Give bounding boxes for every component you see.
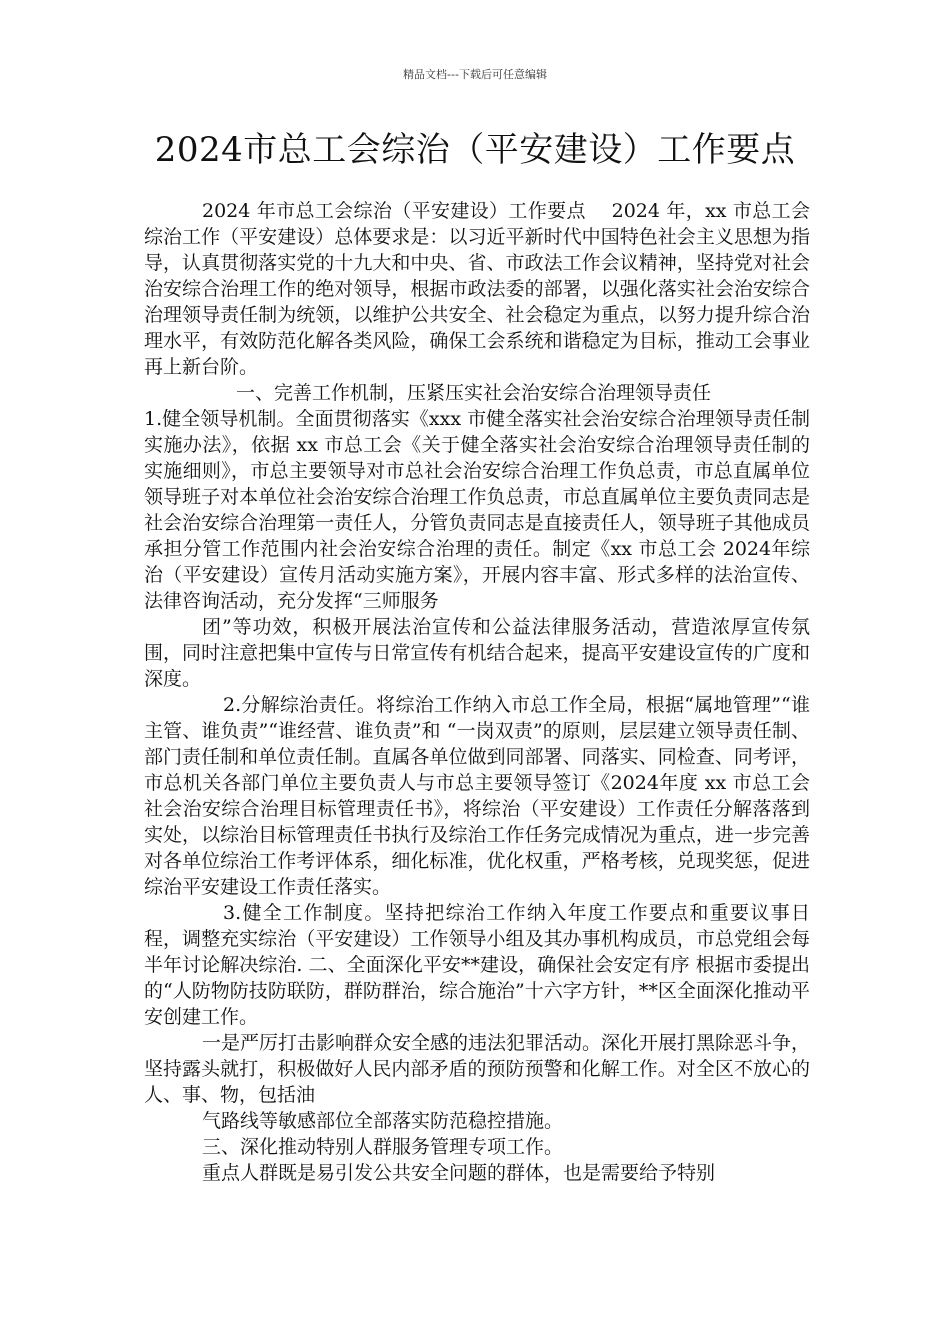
paragraph-item-3: 3.健全工作制度。坚持把综治工作纳入年度工作要点和重要议事日程，调整充实综治（平安建设）工作领导小组及其办事机构成员，市总党组会每半年讨论解决综治. 二、全面深化平安**建设，确保社会安定有序 根据市委提出的“人防物防技防联防，群防群治，综合施治”十六字方针，**区全面深化推动平安创建工作。 <box>144 902 810 1028</box>
section-heading-3: 三、深化推动特别人群服务管理专项工作。 <box>202 1136 564 1158</box>
document-title: 2024市总工会综治（平安建设）工作要点 <box>154 130 796 170</box>
paragraph-item-4: 一是严厉打击影响群众安全感的违法犯罪活动。深化开展打黑除恶斗争，坚持露头就打，积极做好人民内部矛盾的预防预警和化解工作。对全区不放心的人、事、物，包括油 <box>144 1032 811 1106</box>
paragraph-intro: 2024 年市总工会综治（平安建设）工作要点 2024 年，xx 市总工会综治工作（平安建设）总体要求是：以习近平新时代中国特色社会主义思想为指导，认真贯彻落实党的十九大和中央、省、市政法工作会议精神，坚持党对社会治安综合治理工作的绝对领导，根据市政法委的部署，以强化落实社会治安综合治理领导责任制为统领，以维护公共安全、社会稳定为重点，以努力提升综合治理水平，有效防范化解各类风险，确保工会系统和谐稳定为目标，推动工会事业再上新台阶。 <box>144 200 810 378</box>
paragraph-item-1-cont: 团”等功效，积极开展法治宣传和公益法律服务活动，营造浓厚宣传氛围，同时注意把集中宣传与日常宣传有机结合起来，提高平安建设宣传的广度和深度。 <box>144 616 810 690</box>
section-heading-1: 一、完善工作机制，压紧压实社会治安综合治理领导责任 <box>236 382 712 404</box>
paragraph-item-4-cont: 气路线等敏感部位全部落实防范稳控措施。 <box>202 1110 564 1132</box>
paragraph-item-5: 重点人群既是易引发公共安全问题的群体，也是需要给予特别 <box>202 1162 716 1184</box>
document-body <box>144 198 810 1186</box>
paragraph-item-1: 1.健全领导机制。全面贯彻落实《xxx 市健全落实社会治安综合治理领导责任制实施办法》，依据 xx 市总工会《关于健全落实社会治安综合治理领导责任制的实施细则》，市总主要领导对市总社会治安综合治理工作负总责，市总直属单位领导班子对本单位社会治安综合治理工作负总责，市总直属单位主要负责同志是社会治安综合治理第一责任人，分管负责同志是直接责任人，领导班子其他成员承担分管工作范围内社会治安综合治理的责任。制定《xx 市总工会 2024年综治（平安建设）宣传月活动实施方案》，开展内容丰富、形式多样的法治宣传、法律咨询活动，充分发挥“三师服务 <box>144 408 810 612</box>
page-header: 精品文档---下载后可任意编辑 <box>403 68 547 81</box>
paragraph-item-2: 2.分解综治责任。将综治工作纳入市总工作全局，根据“属地管理”“谁主管、谁负责”“谁经营、谁负责”和 “一岗双责”的原则，层层建立领导责任制、部门责任制和单位责任制。直属各单位做到同部署、同落实、同检查、同考评，市总机关各部门单位主要负责人与市总主要领导签订《2024年度 xx 市总工会社会治安综合治理目标管理责任书》，将综治（平安建设）工作责任分解落落到实处，以综治目标管理责任书执行及综治工作任务完成情况为重点，进一步完善对各单位综治工作考评体系，细化标准，优化权重，严格考核，兑现奖惩，促进综治平安建设工作责任落实。 <box>144 694 810 898</box>
